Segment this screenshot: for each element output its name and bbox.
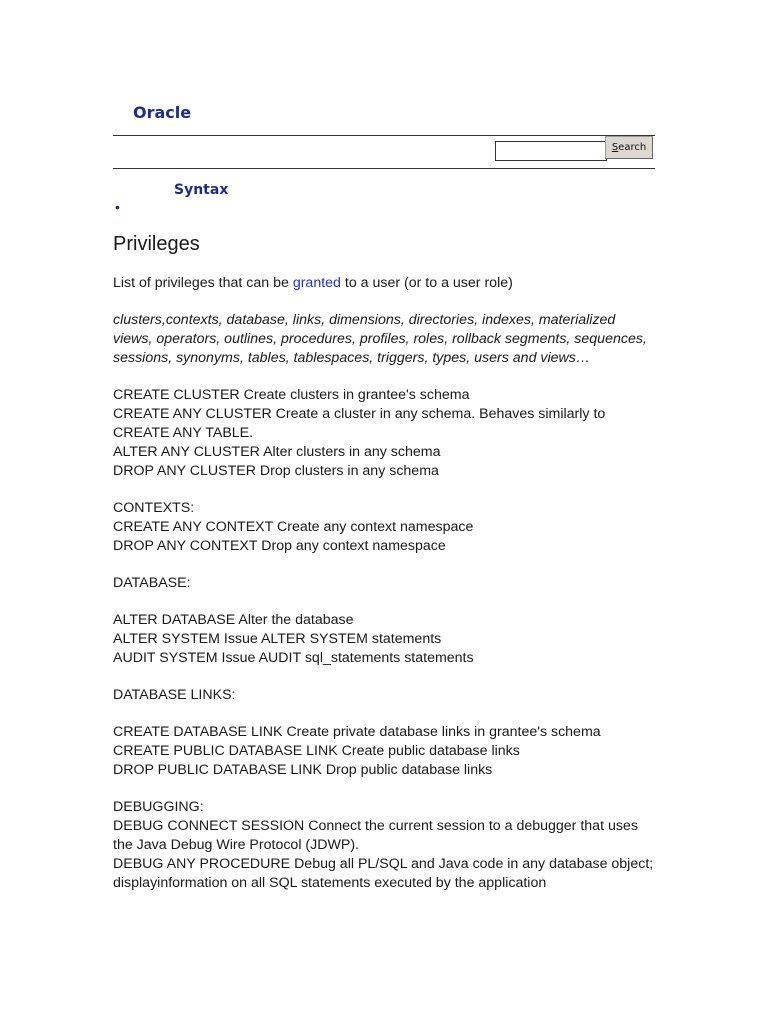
section-heading-contexts: CONTEXTS: [113,500,195,516]
privilege-item: DEBUG ANY PROCEDURE Debug all PL/SQL and Java code in any database object; displayinformation on all SQL statements executed by the application [113,856,654,891]
section-heading-database: DATABASE: [113,575,191,591]
nav-link-syntax[interactable]: Syntax [174,182,229,198]
intro-paragraph [113,274,658,293]
intro-text-after: to a user (or to a user role) [340,275,513,291]
search-button[interactable] [605,136,653,159]
oracle-logo-text[interactable]: Oracle [133,103,192,122]
privilege-item: CREATE ANY CLUSTER Create a cluster in any schema. Behaves similarly to CREATE ANY TABLE. [113,406,606,441]
clusters-section [113,386,658,481]
privilege-item: AUDIT SYSTEM Issue AUDIT sql_statements statements [113,650,474,666]
database-section [113,574,658,668]
search-button-accesskey: S [611,142,619,153]
contexts-section [113,499,658,556]
privilege-item: ALTER DATABASE Alter the database [113,612,354,628]
privilege-item: CREATE ANY CONTEXT Create any context namespace [113,519,474,535]
categories-list: clusters,contexts, database, links, dimensions, directories, indexes, materialized views, operators, outlines, procedures, profiles, roles, rollback segments, sequences, sessions, synonyms, tables, tablespaces, triggers, types, users and views… [113,312,647,366]
section-heading-debugging: DEBUGGING: [113,799,204,815]
header-divider-top [113,135,655,136]
intro-text-before: List of privileges that can be [113,275,293,291]
nav-bullet: • [115,199,120,215]
search-button-label: earch [618,142,647,153]
privilege-item: DEBUG CONNECT SESSION Connect the current session to a debugger that uses the Java Debug Wire Protocol (JDWP). [113,818,638,853]
privilege-item: CREATE CLUSTER Create clusters in grantee's schema [113,387,470,403]
privilege-item: ALTER SYSTEM Issue ALTER SYSTEM statements [113,631,442,647]
granted-link[interactable]: granted [292,275,341,291]
privilege-item: DROP ANY CONTEXT Drop any context namespace [113,538,446,554]
section-heading-database-links: DATABASE LINKS: [113,687,236,703]
privilege-item: CREATE DATABASE LINK Create private database links in grantee's schema [113,724,601,740]
search-input[interactable] [495,141,607,161]
privilege-item: CREATE PUBLIC DATABASE LINK Create public database links [113,743,520,759]
page-title: Privileges [113,233,200,255]
header-divider-bottom [113,168,655,169]
privilege-item: DROP PUBLIC DATABASE LINK Drop public database links [113,762,493,778]
article-body [113,230,658,893]
debugging-section [113,798,658,893]
database-links-section [113,686,658,780]
privilege-item: ALTER ANY CLUSTER Alter clusters in any schema [113,444,441,460]
privilege-item: DROP ANY CLUSTER Drop clusters in any schema [113,463,439,479]
